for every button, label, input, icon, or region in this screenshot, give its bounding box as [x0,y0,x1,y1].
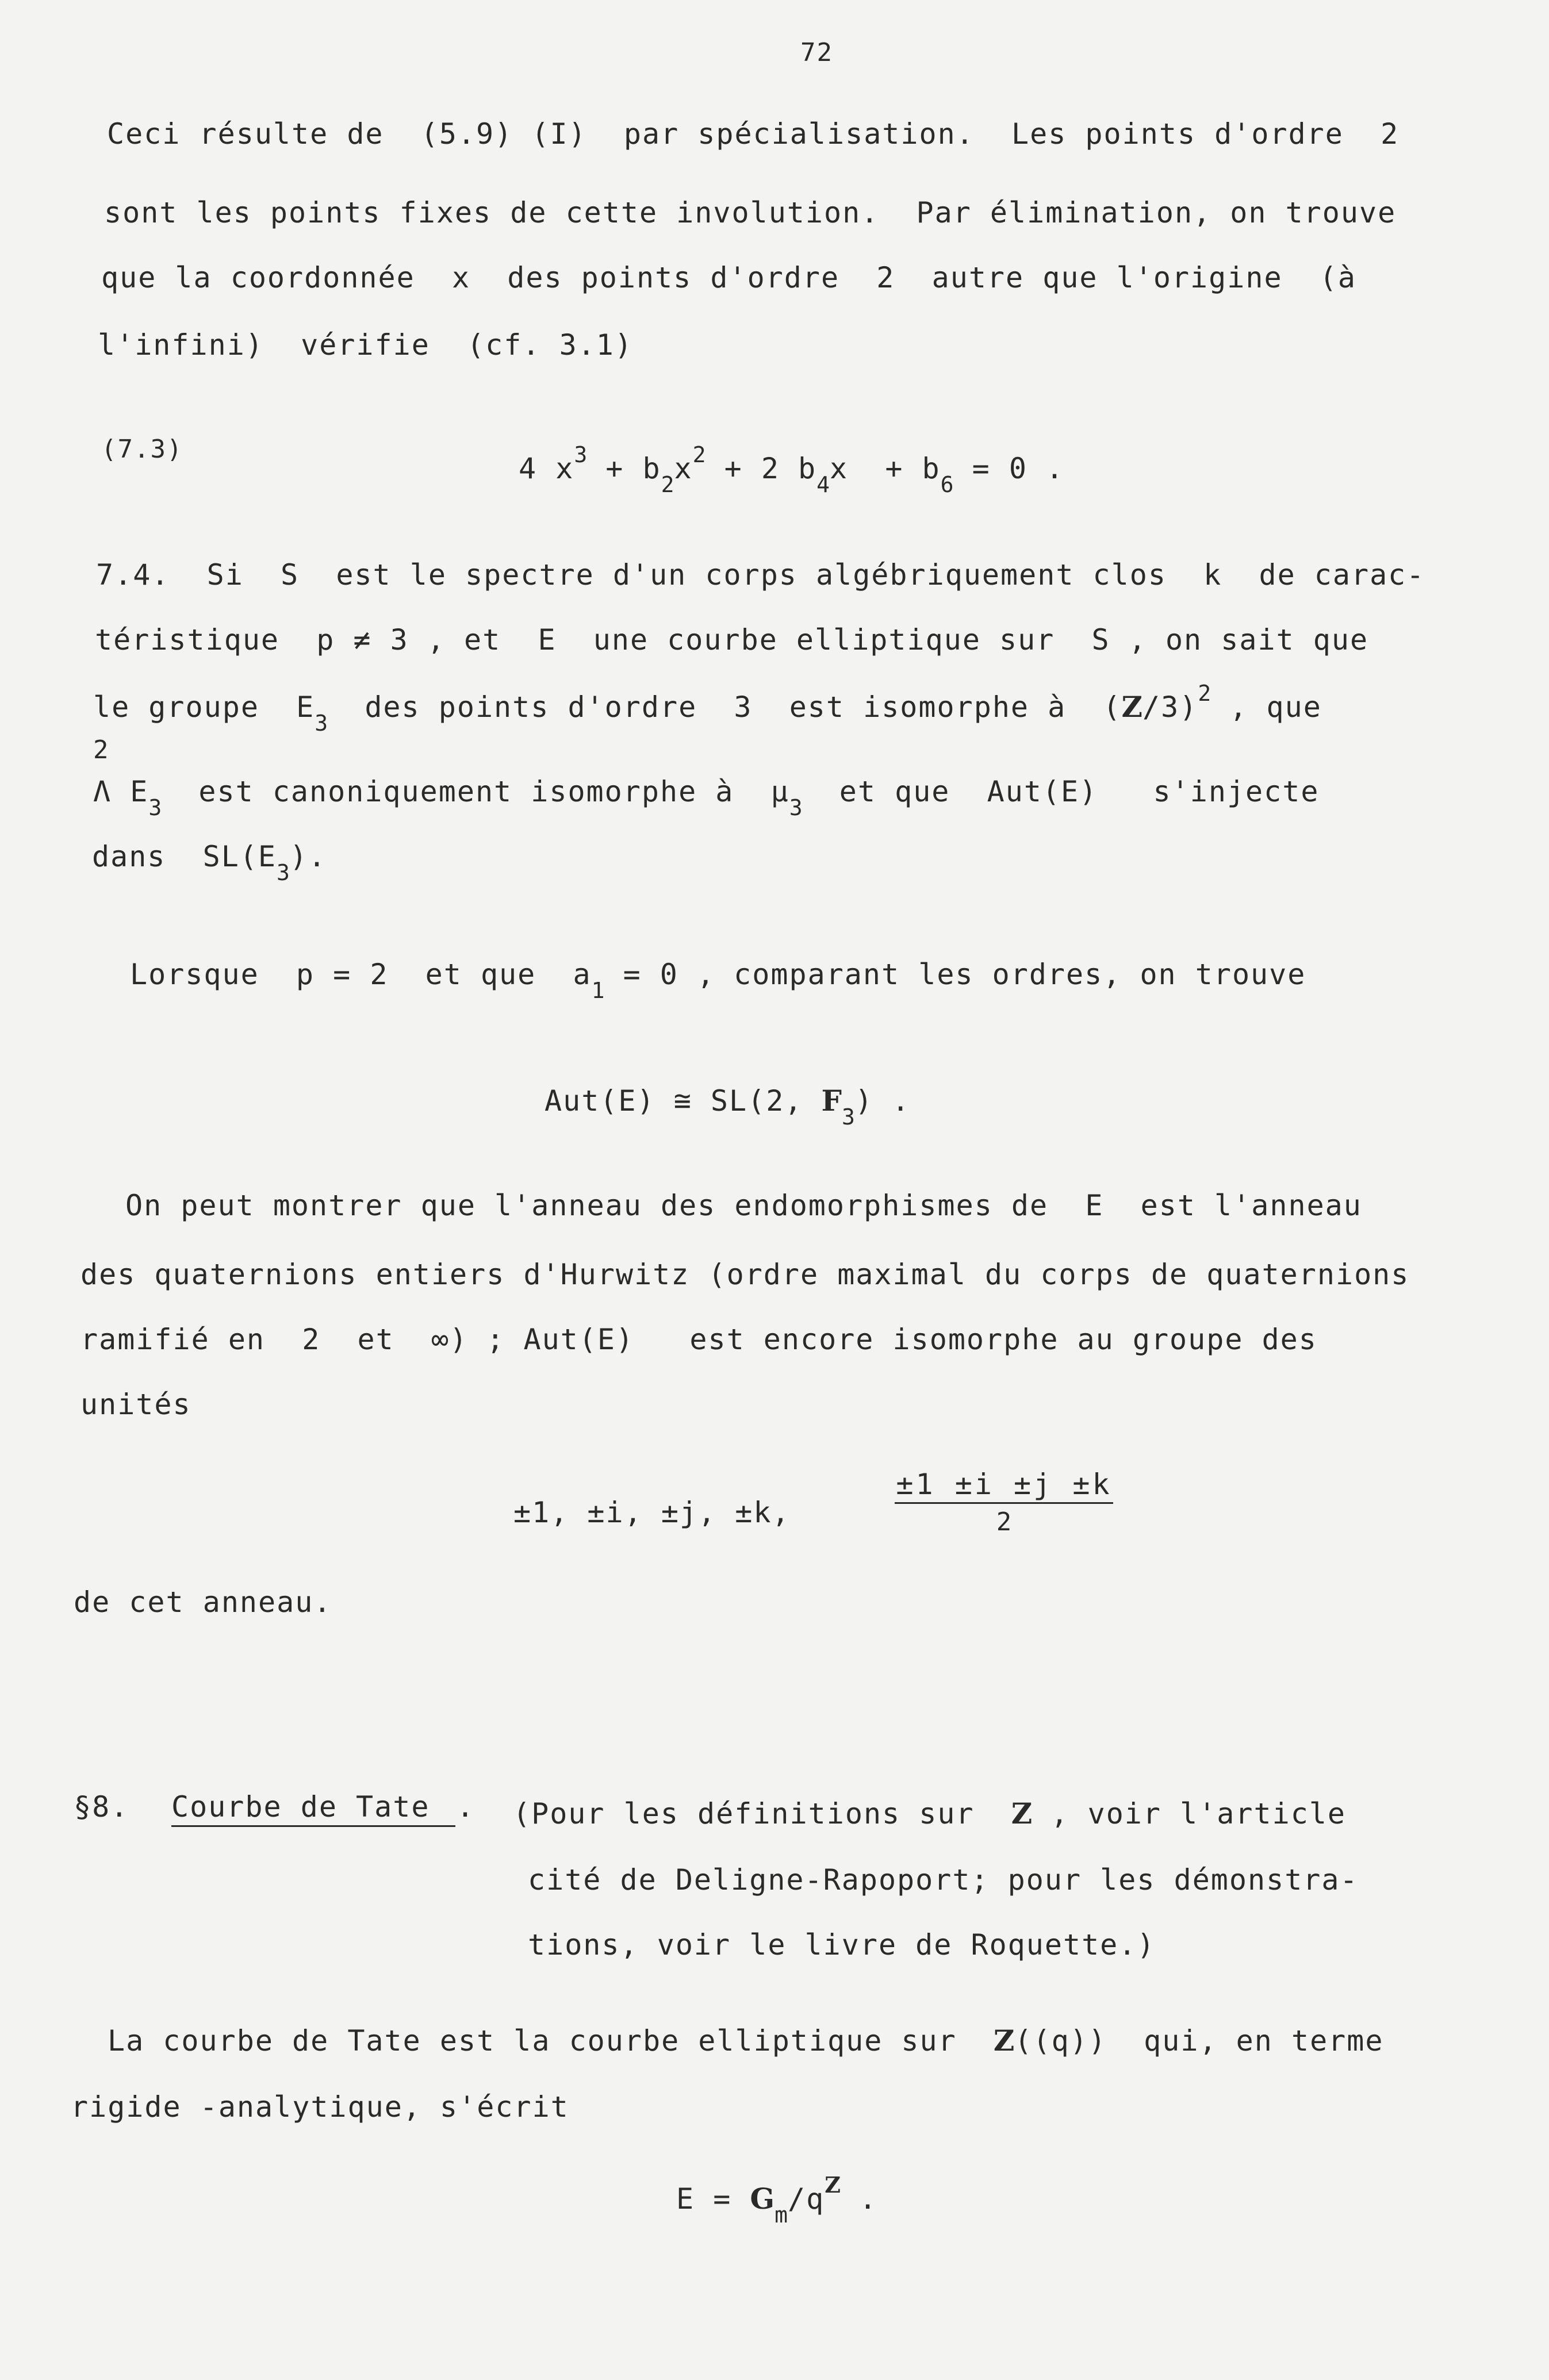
section-number: §8. [74,1790,129,1824]
text-line: que la coordonnée x des points d'ordre 2 autre que l'origine (à [101,261,1356,294]
text-line: rigide -analytique, s'écrit [71,2090,569,2124]
section-title: Courbe de Tate [171,1790,430,1824]
text-line: sont les points fixes de cette involution. Par élimination, on trouve [104,196,1397,229]
wedge-exponent: 2 [93,735,110,765]
fraction-denominator: 2 [996,1507,1012,1537]
text-line: Lorsque p = 2 et que $a_1 = 0$ , comparant les ordres, on trouve [130,958,1306,1003]
tate-equation: $E = G_m/q^Z$ . [676,2172,878,2228]
text-line: tions, voir le livre de Roquette.) [528,1928,1156,1961]
fraction-bar [895,1502,1113,1504]
text-line: Ceci résulte de (5.9) (I) par spécialisation. Les points d'ordre 2 [107,117,1400,151]
units-list: ±1, ±i, ±j, ±k, [513,1496,791,1529]
text-line: l'infini) vérifie (cf. 3.1) [98,328,633,362]
fraction-numerator: ±1 ±i ±j ±k [896,1468,1112,1501]
text-line: unités [80,1388,191,1421]
units-fraction [895,1468,1113,1537]
text-line: téristique p ≠ 3 , et E une courbe elliptique sur S , on sait que [95,623,1369,657]
display-equation-aut: Aut(E) ≅ SL(2, $F_3$) . [545,1084,911,1130]
text-line: des quaternions entiers d'Hurwitz (ordre maximal du corps de quaternions [80,1258,1410,1291]
page-number: 72 [800,38,833,67]
text-line: On peut montrer que l'anneau des endomorphismes de E est l'anneau [125,1189,1362,1222]
section-7-4-line: 7.4. Si S est le spectre d'un corps algébriquement clos k de carac- [96,558,1425,592]
text-line: cité de Deligne-Rapoport; pour les démonstra- [528,1863,1359,1897]
text-line: Λ $E_3$ est canoniquement isomorphe à $\mu_3$ et que Aut(E) s'injecte [93,775,1320,820]
text-line: (Pour les définitions sur Z , voir l'article [513,1796,1347,1830]
title-period: . [457,1790,476,1824]
equation-7-3: 4 $x^3 + b_2x^2 + 2$ $b_4x + b_6 = 0$ . [519,442,1065,497]
text-line: dans $SL(E_3)$. [92,840,327,885]
text-line: La courbe de Tate est la courbe elliptique sur Z((q)) qui, en terme [108,2024,1384,2057]
text-line: ramifié en 2 et ∞) ; Aut(E) est encore isomorphe au groupe des [80,1323,1317,1356]
text-line: de cet anneau. [74,1586,332,1619]
text-line: le groupe $E_3$ des points d'ordre 3 est isomorphe à $(Z/3)^2$ , que [93,681,1322,736]
equation-label: (7.3) [101,435,183,464]
title-underline [171,1825,455,1827]
